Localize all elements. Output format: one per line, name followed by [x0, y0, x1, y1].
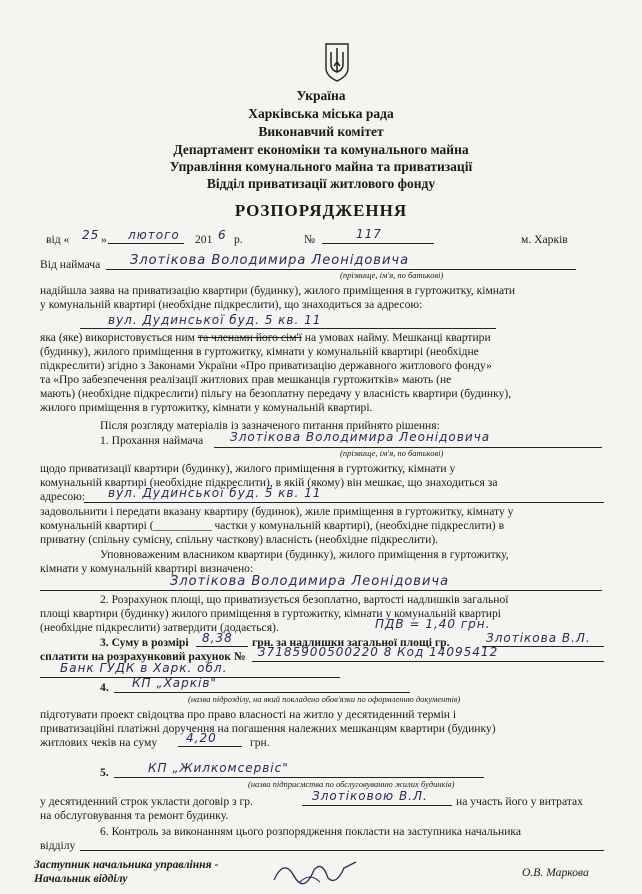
para2-line3: комунальній квартирі (необхідне підкреслити), в якій (якому) він мешкає, що знаходиться за — [40, 476, 498, 489]
item5-label: 5. — [100, 766, 109, 779]
para1-line3b: на умовах найму. Мешканці квартири — [304, 331, 491, 344]
item2-line1: 2. Розрахунок площі, що приватизується безоплатно, вартості надлишків загальної — [100, 593, 509, 606]
item4-sum: 4,20 — [186, 731, 217, 745]
signature-scribble-icon — [270, 852, 360, 888]
para2-line4a: адресою: — [40, 490, 86, 503]
item4-line2: приватизаційні платіжні доручення на погашення належних мешканцям квартири (будинку) — [40, 722, 496, 735]
item3-line2a: сплатити на розрахунковий рахунок № — [40, 650, 246, 663]
item3-name: Злотікова В.Л. — [486, 631, 591, 645]
tenant-label: Від наймача — [40, 258, 101, 271]
item2-line2: площі квартири (будинку) жилого приміщення в гуртожитку, кімнати у комунальній квартирі — [40, 607, 502, 620]
item4-line3a: житлових чеків на суму — [40, 736, 158, 749]
document-title: РОЗПОРЯДЖЕННЯ — [234, 201, 408, 220]
item4-label: 4. — [100, 681, 109, 694]
order-number: 117 — [356, 227, 382, 241]
item1-label: 1. Прохання наймача — [100, 434, 204, 447]
signer-name: О.В. Маркова — [522, 866, 589, 879]
item4-org: КП „Харків" — [132, 676, 217, 690]
item5-name: Злотіковою В.Л. — [312, 789, 428, 803]
item5-line1b: на участь його у витратах — [456, 795, 583, 808]
date-month: лютого — [128, 228, 180, 242]
item3-line1a: 3. Суму в розмірі — [100, 636, 189, 649]
item5-line2: на обслуговування та ремонт будинку. — [40, 809, 229, 822]
header-administration: Управління комунального майна та приватизації — [169, 159, 473, 174]
para1-line2: у комунальній квартирі (необхідне підкреслити), що знаходиться за адресою: — [40, 298, 423, 311]
para1-line3-struck: та членами його сім'ї — [197, 331, 302, 344]
para2-line6: комунальній квартирі (__________ частки у комунальній квартирі), (необхідне підкреслити) в — [40, 519, 505, 532]
date-prefix: від « — [46, 233, 70, 246]
date-year-end: р. — [234, 233, 243, 246]
item3-account: 37185900500220 8 Код 14095412 — [258, 645, 499, 659]
header-council: Харківська міська рада — [248, 106, 394, 121]
para1-address: вул. Дудинської буд. 5 кв. 11 — [108, 313, 322, 327]
para2-line2: щодо приватизації квартири (будинку), жилого приміщення в гуртожитку, кімнати у — [40, 462, 456, 475]
item6-line2: відділу — [40, 839, 76, 852]
date-year-suffix: 6 — [218, 228, 227, 242]
para1-line7: мають) (необхідне підкреслити) пільгу на безоплатну передачу у власність квартири (будинку), — [40, 387, 512, 400]
header-committee: Виконавчий комітет — [258, 124, 384, 139]
item5-line1a: у десятиденний строк укласти договір з гр. — [40, 795, 253, 808]
item2-line3: (необхідне підкреслити) затвердити (додається). — [40, 621, 279, 634]
date-mid: » — [101, 233, 107, 246]
item3-line1b: грн. за надлишки загальної площі гр. — [252, 636, 450, 649]
para2-line8: Уповноваженим власником квартири (будинку), жилого приміщення в гуртожитку, — [100, 548, 509, 561]
header-country: Україна — [296, 88, 346, 103]
item1-name: Злотікова Володимира Леонідовича — [230, 430, 491, 444]
item4-line1: підготувати проект свідоцтва про право власності на житло у десятиденний термін і — [40, 708, 457, 721]
para2-line7: приватну (спільну сумісну, спільну часткову) власність (необхідне підкреслити). — [40, 533, 439, 546]
para2-line5: задовольнити і передати вказану квартиру (будинок), жиле приміщення в гуртожитку, кімнату у — [40, 505, 514, 518]
owner-name: Злотікова Володимира Леонідовича — [170, 574, 450, 589]
item2-note: ПДВ = 1,40 грн. — [375, 617, 491, 631]
para2-line9: кімнати у комунальній квартирі визначено: — [40, 562, 254, 575]
para1-line8: жилого приміщення в гуртожитку, кімнати у комунальній квартирі. — [40, 401, 373, 414]
para1-line6: та «Про забезпечення реалізації житлових прав мешканців гуртожитків» мають (не — [40, 373, 452, 386]
para2-address: вул. Дудинської буд. 5 кв. 11 — [108, 486, 322, 500]
item3-bank: Банк ГУДК в Харк. обл. — [60, 661, 228, 675]
tenant-hint: (прізвище, ім'я, по батькові) — [340, 270, 444, 280]
item4-hint: (назва підрозділу, на який покладено обов'язки по оформленню документів) — [188, 694, 461, 704]
signer-role-line1: Заступник начальника управління - — [34, 858, 219, 871]
item6-line1: 6. Контроль за виконанням цього розпорядження покласти на заступника начальника — [100, 825, 522, 838]
item5-hint: (назва підприємства по обслуговуванню жилих будинків) — [248, 779, 455, 789]
item3-sum: 8,38 — [202, 631, 233, 645]
para1-line3a: яка (яке) використовується ним — [40, 331, 195, 344]
item4-line3b: грн. — [250, 736, 270, 749]
para2-line1: Після розгляду матеріалів із зазначеного питання прийнято рішення: — [100, 419, 440, 432]
coat-of-arms-icon — [324, 42, 350, 82]
header-department: Департамент економіки та комунального майна — [173, 142, 469, 157]
para1-line1: надійшла заява на приватизацію квартири (будинку), жилого приміщення в гуртожитку, кімнати — [40, 284, 516, 297]
para1-line4: (будинку), жилого приміщення в гуртожитку, кімнати у комунальній квартирі (необхідне — [40, 345, 479, 358]
date-day: 25 — [82, 228, 100, 242]
signer-role-line2: Начальник відділу — [34, 872, 128, 885]
date-year-prefix: 201 — [195, 233, 213, 246]
header-division: Відділ приватизації житлового фонду — [206, 176, 436, 191]
item1-hint: (прізвище, ім'я, по батькові) — [340, 448, 444, 458]
tenant-name: Злотікова Володимира Леонідовича — [130, 253, 410, 268]
number-label: № — [304, 233, 316, 246]
item5-org: КП „Жилкомсервіс" — [148, 761, 289, 775]
city: м. Харків — [521, 233, 568, 246]
para1-line5: підкреслити) згідно з Законами України «Про приватизацію державного житлового фонду» — [40, 359, 492, 372]
